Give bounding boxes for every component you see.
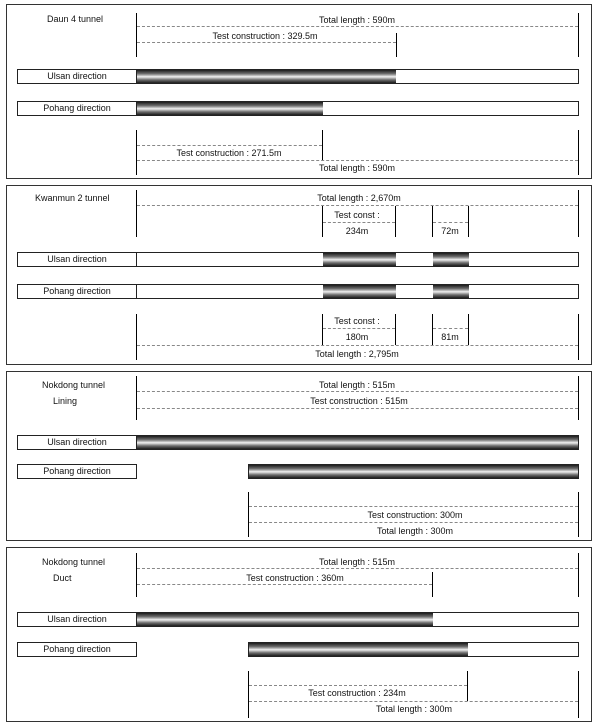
tick-end <box>578 190 579 237</box>
total-length-label-bottom: Total length : 2,795m <box>315 349 399 359</box>
tick-test-end-bottom <box>322 130 323 160</box>
total-length-line <box>137 26 578 27</box>
panel-title: Nokdong tunnel <box>42 557 106 567</box>
tick-seg2-end <box>468 206 469 237</box>
tick-start <box>136 13 137 57</box>
ulsan-track <box>136 69 579 84</box>
pohang-direction-label: Pohang direction <box>17 101 137 116</box>
test-construction-label: Test construction : 360m <box>246 573 344 583</box>
pohang-test-section-2 <box>433 285 469 298</box>
seg2-length-bottom: 81m <box>441 332 459 342</box>
total-length-line <box>137 205 578 206</box>
pohang-track <box>248 642 579 657</box>
tick-end-bottom <box>578 492 579 537</box>
tick-start-bottom <box>248 492 249 537</box>
panel-kwanmun-2-tunnel <box>6 185 592 365</box>
total-length-label-bottom: Total length : 300m <box>375 704 453 714</box>
tick-start-bottom <box>136 314 137 360</box>
pohang-direction-label: Pohang direction <box>17 464 137 479</box>
tick-seg2-start-bottom <box>432 314 433 345</box>
total-length-label: Total length : 2,670m <box>317 193 401 203</box>
ulsan-track <box>136 612 579 627</box>
tick-end <box>578 376 579 420</box>
ulsan-track <box>136 252 579 267</box>
total-length-line <box>137 391 578 392</box>
total-length-line-bottom <box>249 522 578 523</box>
tick-seg1-end-bottom <box>395 314 396 345</box>
tick-seg1-end <box>395 206 396 237</box>
ulsan-direction-label: Ulsan direction <box>17 612 137 627</box>
total-length-label: Total length : 515m <box>318 380 396 390</box>
seg1-line <box>323 222 395 223</box>
total-length-label-bottom: Total length : 590m <box>318 163 396 173</box>
test-construction-label-bottom: Test construction: 300m <box>367 510 463 520</box>
ulsan-direction-label: Ulsan direction <box>17 69 137 84</box>
total-length-label: Total length : 590m <box>318 15 396 25</box>
seg1-line-bottom <box>323 328 395 329</box>
panel-title: Nokdong tunnel <box>42 380 106 390</box>
test-construction-line <box>137 42 396 43</box>
panel-subtitle: Duct <box>53 573 72 583</box>
panel-title: Daun 4 tunnel <box>47 14 104 24</box>
panel-nokdong-tunnel-duct <box>6 547 592 722</box>
test-construction-label-bottom: Test construction : 234m <box>308 688 406 698</box>
test-construction-label: Test construction : 329.5m <box>212 31 318 41</box>
test-construction-label: Test construction : 515m <box>310 396 408 406</box>
tick-end <box>578 13 579 57</box>
test-const-label: Test const : <box>334 210 380 220</box>
pohang-direction-label: Pohang direction <box>17 642 137 657</box>
tick-test-end-bottom <box>467 671 468 701</box>
panel-nokdong-tunnel-lining <box>6 371 592 541</box>
test-construction-line-bottom <box>249 506 578 507</box>
pohang-track <box>136 101 579 116</box>
ulsan-direction-label: Ulsan direction <box>17 435 137 450</box>
test-construction-line-bottom <box>137 145 322 146</box>
total-length-label: Total length : 515m <box>318 557 396 567</box>
test-construction-line <box>137 584 432 585</box>
pohang-track <box>136 284 579 299</box>
seg1-length-bottom: 180m <box>345 332 369 342</box>
pohang-direction-label: Pohang direction <box>17 284 137 299</box>
total-length-line-bottom <box>137 160 578 161</box>
seg2-line <box>433 222 468 223</box>
pohang-test-section <box>249 643 468 656</box>
seg1-length: 234m <box>345 226 369 236</box>
pohang-test-section <box>249 465 578 478</box>
seg2-length: 72m <box>441 226 459 236</box>
test-construction-line <box>137 408 578 409</box>
tick-start <box>136 190 137 237</box>
ulsan-test-section <box>137 436 578 449</box>
tick-end <box>578 553 579 597</box>
tick-end-bottom <box>578 671 579 718</box>
pohang-track <box>248 464 579 479</box>
pohang-test-section <box>137 102 323 115</box>
pohang-test-section-1 <box>323 285 396 298</box>
test-const-label-bottom: Test const : <box>334 316 380 326</box>
tick-start <box>136 376 137 420</box>
panel-daun-4-tunnel <box>6 4 592 179</box>
tick-seg1-start-bottom <box>322 314 323 345</box>
total-length-line <box>137 568 578 569</box>
ulsan-test-section-1 <box>323 253 396 266</box>
ulsan-track <box>136 435 579 450</box>
tick-end-bottom <box>578 130 579 175</box>
test-construction-line-bottom <box>249 685 467 686</box>
total-length-line-bottom <box>249 701 578 702</box>
tick-seg2-end-bottom <box>468 314 469 345</box>
test-construction-label-bottom: Test construction : 271.5m <box>176 148 282 158</box>
panel-title: Kwanmun 2 tunnel <box>35 193 110 203</box>
total-length-line-bottom <box>137 345 578 346</box>
panel-subtitle: Lining <box>53 396 78 406</box>
tick-start <box>136 553 137 597</box>
tick-test-end <box>432 572 433 597</box>
tick-test-end <box>396 33 397 57</box>
ulsan-test-section <box>137 70 396 83</box>
tick-start-bottom <box>136 130 137 175</box>
ulsan-test-section <box>137 613 433 626</box>
ulsan-test-section-2 <box>433 253 469 266</box>
tick-start-bottom <box>248 671 249 718</box>
ulsan-direction-label: Ulsan direction <box>17 252 137 267</box>
seg2-line-bottom <box>433 328 468 329</box>
tick-end-bottom <box>578 314 579 360</box>
total-length-label-bottom: Total length : 300m <box>376 526 454 536</box>
